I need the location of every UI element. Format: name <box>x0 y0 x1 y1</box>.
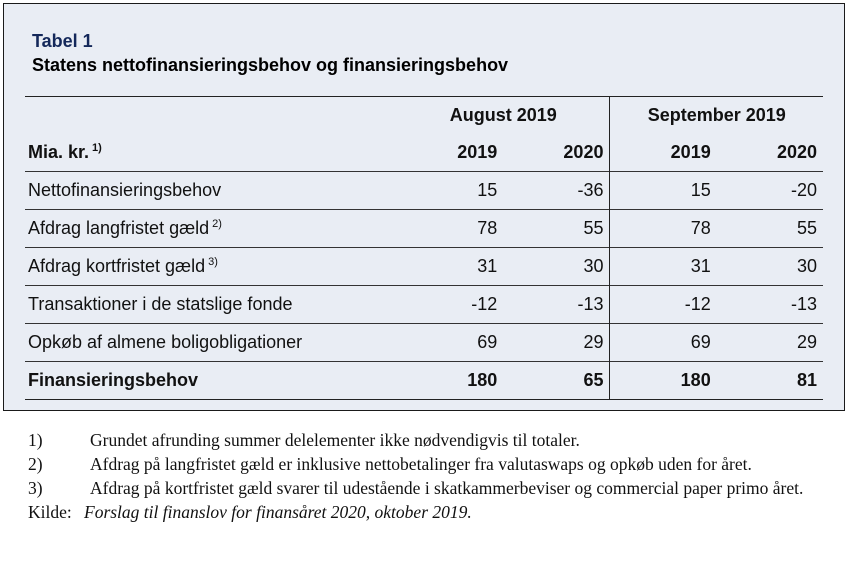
table-cell: 31 <box>397 248 503 286</box>
year-header: 2019 <box>457 142 498 162</box>
footnote-number: 1) <box>28 430 43 450</box>
group-header-august: August 2019 <box>397 97 610 135</box>
table-row <box>25 172 823 210</box>
table-cell: 78 <box>610 210 717 248</box>
table-cell: 180 <box>397 362 503 400</box>
table-cell: -13 <box>717 286 823 324</box>
table-cell: 55 <box>503 210 610 248</box>
table-cell: 81 <box>717 362 823 400</box>
footnote-number: 3) <box>28 478 43 498</box>
footnote-text: Afdrag på langfristet gæld er inklusive nettobetalinger fra valutaswaps og opkøb uden for året. <box>90 454 752 474</box>
table-cell: 15 <box>610 172 717 210</box>
footnote-ref: 2) <box>212 218 222 230</box>
row-label: Finansieringsbehov <box>28 370 199 390</box>
footnote-number: 2) <box>28 454 43 474</box>
table-row <box>25 210 823 248</box>
group-header-row <box>25 97 823 135</box>
row-label: Transaktioner i de statslige fonde <box>28 294 293 314</box>
footnote <box>28 452 828 476</box>
footnote-text: Afdrag på kortfristet gæld svarer til udestående i skatkammerbeviser og commercial paper primo året. <box>90 478 804 498</box>
table-cell: 29 <box>503 324 610 362</box>
table-cell: 30 <box>503 248 610 286</box>
year-header: 2020 <box>563 142 604 162</box>
data-table <box>25 96 823 400</box>
table-cell: -36 <box>503 172 610 210</box>
table-cell: 31 <box>610 248 717 286</box>
table-cell: 78 <box>397 210 503 248</box>
unit-header <box>25 134 397 172</box>
source-text: Forslag til finanslov for finansåret 2020, oktober 2019. <box>84 502 472 522</box>
row-label: Afdrag langfristet gæld <box>28 218 210 238</box>
row-label: Opkøb af almene boligobligationer <box>28 332 303 352</box>
table-cell: -12 <box>397 286 503 324</box>
table-cell: 65 <box>503 362 610 400</box>
table-cell: 15 <box>397 172 503 210</box>
table-row <box>25 286 823 324</box>
source-line <box>28 500 828 524</box>
table-cell: 180 <box>610 362 717 400</box>
group-header-september: September 2019 <box>610 97 823 135</box>
row-label: Nettofinansieringsbehov <box>28 180 222 200</box>
footnote-text: Grundet afrunding summer delelementer ikke nødvendigvis til totaler. <box>90 430 580 450</box>
table-row <box>25 324 823 362</box>
year-header: 2020 <box>776 142 817 162</box>
year-header: 2019 <box>610 134 717 172</box>
table-cell: 29 <box>717 324 823 362</box>
unit-label: Mia. kr. <box>28 142 90 162</box>
footnotes <box>28 428 828 524</box>
footnote <box>28 428 828 452</box>
table-cell: 69 <box>397 324 503 362</box>
table-cell: 55 <box>717 210 823 248</box>
footnote-ref: 3) <box>208 256 218 268</box>
total-row <box>25 362 823 400</box>
table-cell: -20 <box>717 172 823 210</box>
table-cell: -13 <box>503 286 610 324</box>
table-cell: 30 <box>717 248 823 286</box>
year-header-row <box>25 134 823 172</box>
source-label: Kilde: <box>28 502 72 522</box>
table-title: Statens nettofinansieringsbehov og finansieringsbehov <box>32 55 509 75</box>
footnote <box>28 476 828 500</box>
footnote-ref: 1) <box>92 142 102 154</box>
table-label: Tabel 1 <box>32 31 93 51</box>
table-cell: 69 <box>610 324 717 362</box>
row-label: Afdrag kortfristet gæld <box>28 256 206 276</box>
table-cell: -12 <box>610 286 717 324</box>
table-row <box>25 248 823 286</box>
